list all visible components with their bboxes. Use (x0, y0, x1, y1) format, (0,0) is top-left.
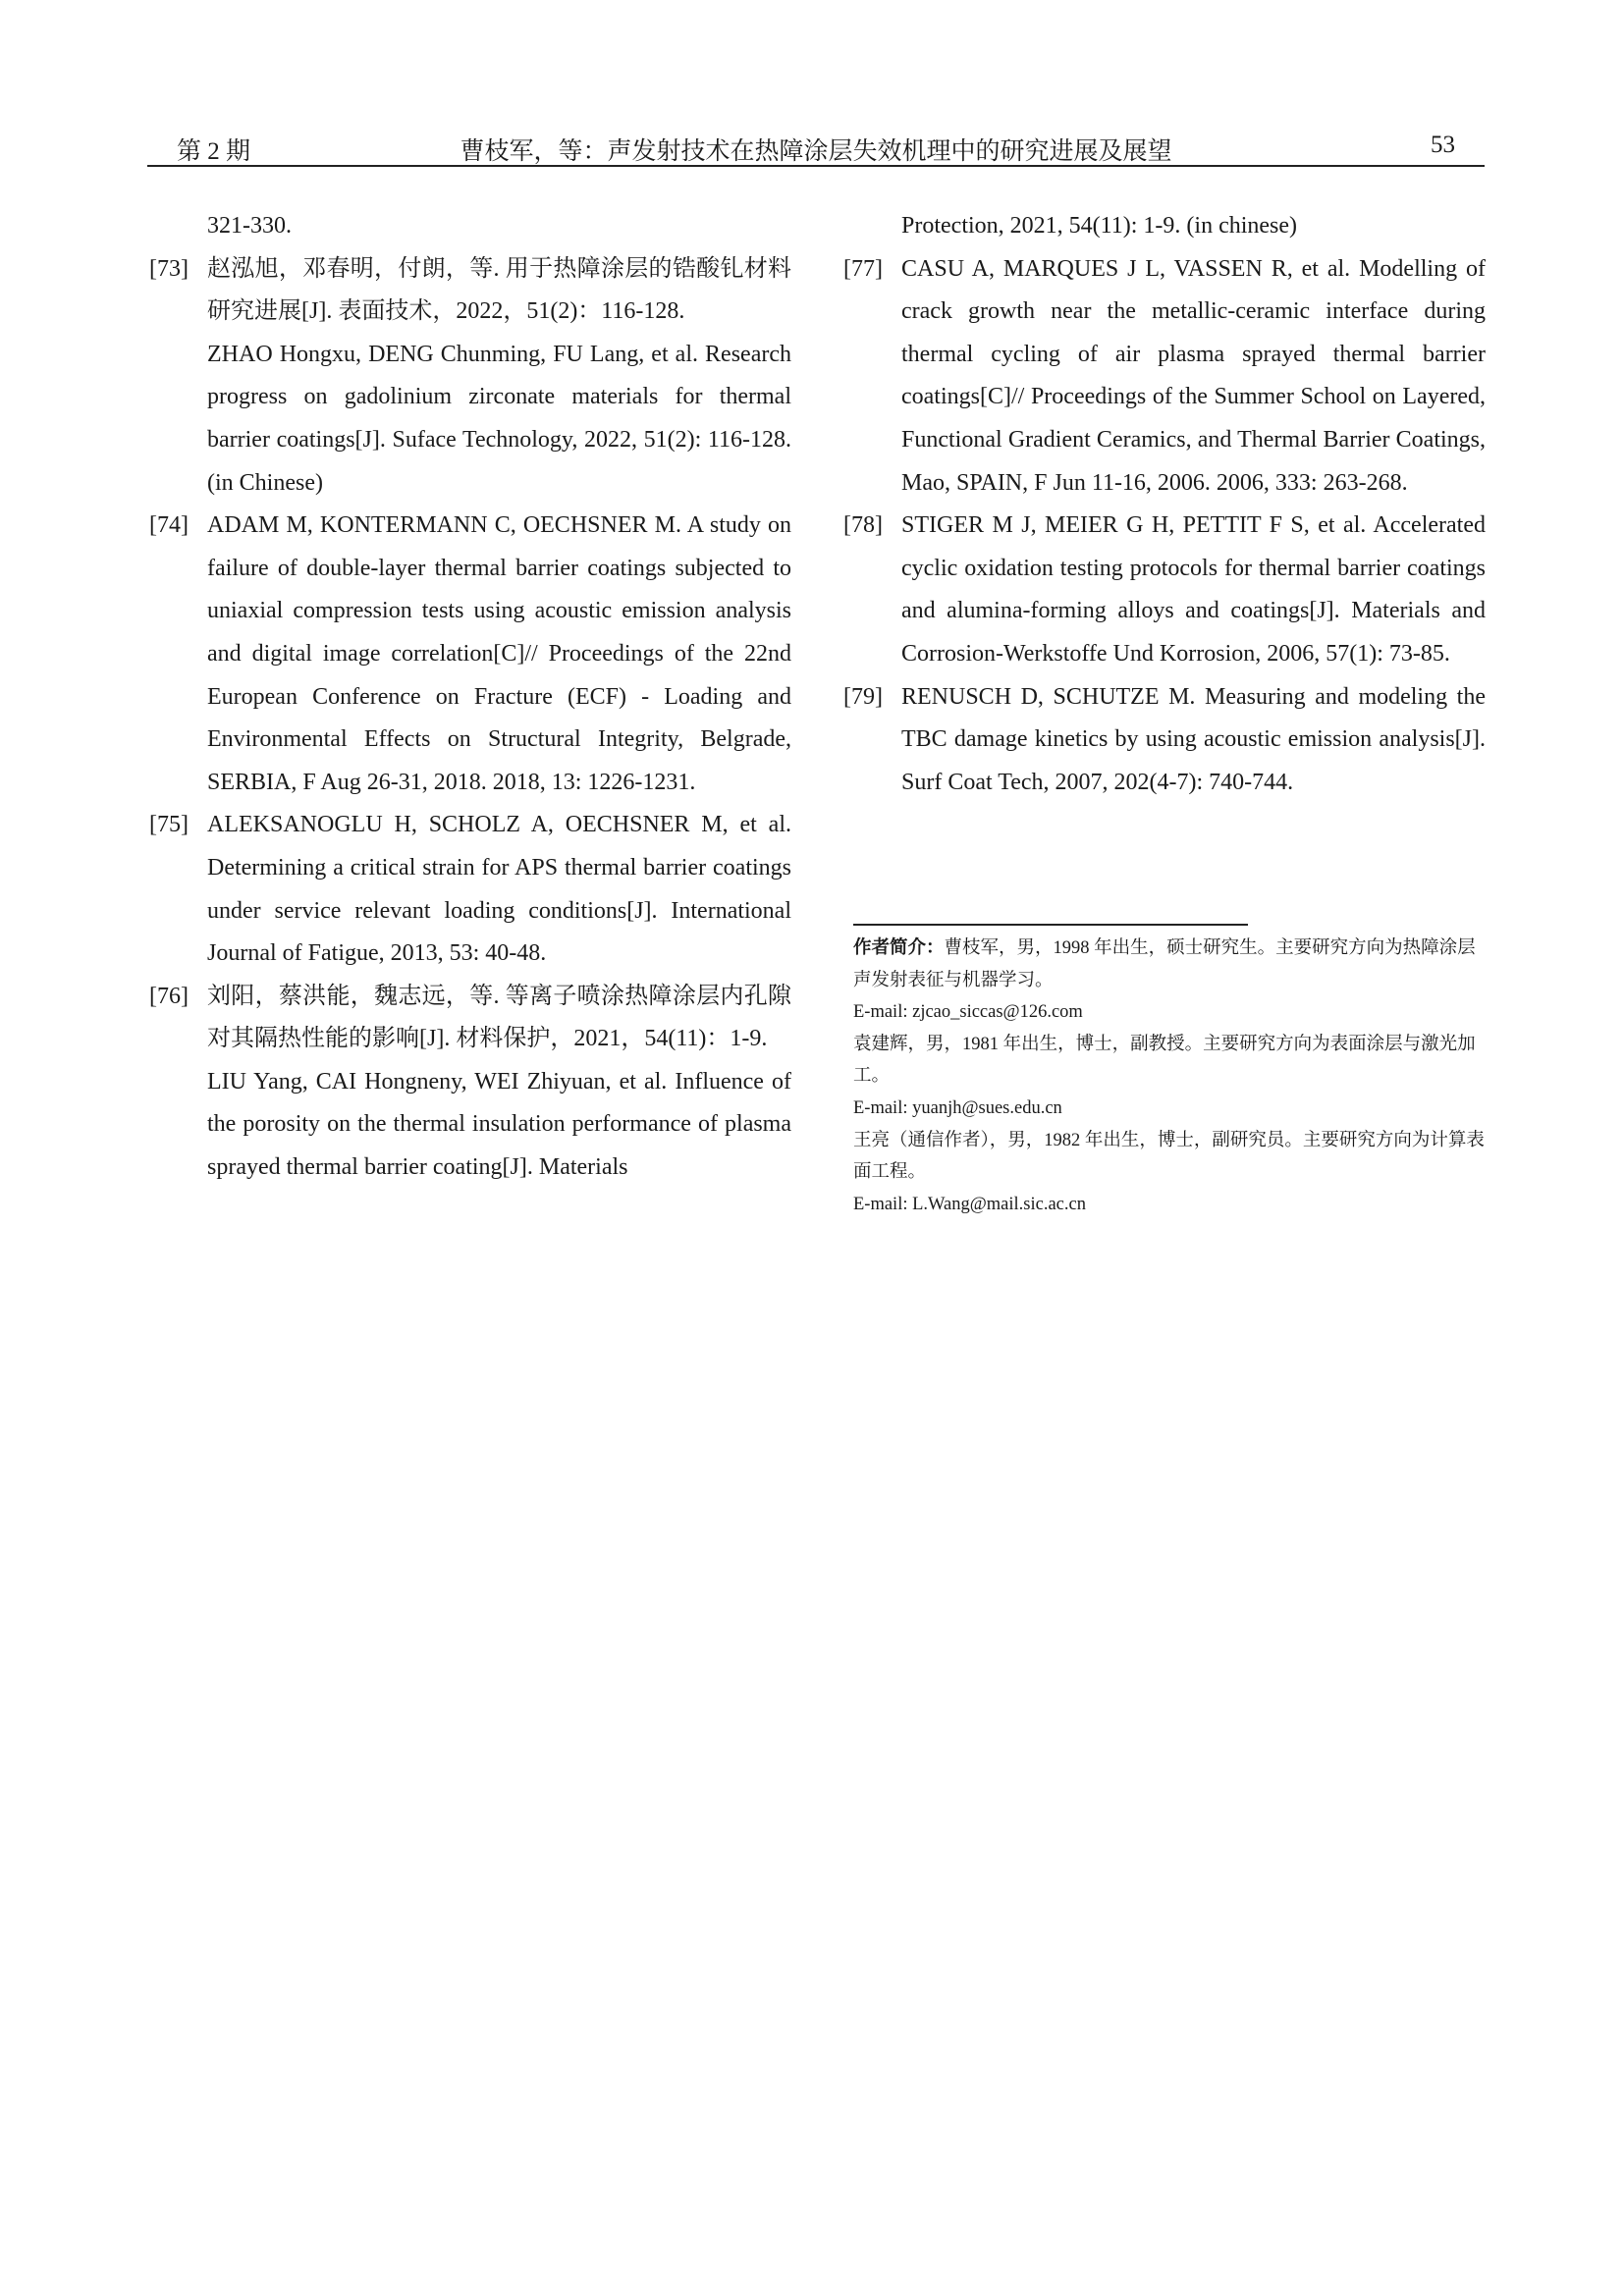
reference-continued (149, 205, 791, 248)
reference-text: ALEKSANOGLU H, SCHOLZ A, OECHSNER M, et al. Determining a critical strain for APS thermal barrier coatings under service relevant loading conditions[J]. International Journal of Fatigue, 2013, 53: 40-48. (207, 812, 791, 967)
reference-text-en: ZHAO Hongxu, DENG Chunming, FU Lang, et al. Research progress on gadolinium zirconate materials for thermal barrier coatings[J]. Suface Technology, 2022, 51(2): 116-128. (in Chinese) (207, 341, 791, 496)
reference-number: [78] (843, 512, 883, 539)
reference-number: [77] (843, 255, 883, 282)
footnote-divider (853, 924, 1248, 926)
author-bio-2: 袁建辉，男，1981 年出生，博士，副教授。主要研究方向为表面涂层与激光加工。 (853, 1034, 1476, 1087)
author-bio-3: 王亮（通信作者），男，1982 年出生，博士，副研究员。主要研究方向为计算表面工程。 (853, 1130, 1485, 1183)
issue-number: 第 2 期 (177, 138, 251, 165)
reference-78 (843, 505, 1486, 675)
reference-number: [74] (149, 512, 189, 539)
reference-number: [79] (843, 683, 883, 710)
author-bio-1 (853, 933, 1488, 996)
author-email: E-mail: yuanjh@sues.edu.cn (853, 1097, 1062, 1118)
running-header (147, 126, 1485, 167)
reference-text: STIGER M J, MEIER G H, PETTIT F S, et al. Accelerated cyclic oxidation testing protocols for thermal barrier coatings and alumina-forming alloys and coatings[J]. Materials and Corrosion-Werkstoffe Und Korrosion, 2006, 57(1): 73-85. (901, 512, 1486, 667)
author-email: E-mail: L.Wang@mail.sic.ac.cn (853, 1194, 1086, 1214)
author-bios (853, 933, 1488, 1220)
reference-77 (843, 248, 1486, 506)
reference-text: RENUSCH D, SCHUTZE M. Measuring and modeling the TBC damage kinetics by using acoustic emission analysis[J]. Surf Coat Tech, 2007, 202(4-7): 740-744. (901, 683, 1486, 795)
reference-79 (843, 676, 1486, 805)
reference-76 (149, 976, 791, 1190)
reference-number: [76] (149, 983, 189, 1009)
reference-text: ADAM M, KONTERMANN C, OECHSNER M. A study on failure of double-layer thermal barrier coatings subjected to uniaxial compression tests using acoustic emission analysis and digital image correlation[C]// Proceedings of the 22nd European Conference on Fracture (ECF) - Loading and Environmental Effects on Structural Integrity, Belgrade, SERBIA, F Aug 26-31, 2018. 2018, 13: 1226-1231. (207, 512, 791, 795)
reference-text: Protection, 2021, 54(11): 1-9. (in chinese) (901, 213, 1298, 239)
reference-text: 321-330. (207, 213, 292, 239)
reference-continued (843, 205, 1486, 248)
reference-75 (149, 804, 791, 975)
reference-74 (149, 505, 791, 804)
reference-73 (149, 248, 791, 506)
reference-number: [75] (149, 812, 189, 838)
reference-number: [73] (149, 255, 189, 282)
left-column (149, 205, 791, 1190)
running-title: 曹枝军，等：声发射技术在热障涂层失效机理中的研究进展及展望 (460, 138, 1172, 165)
author-bio-label: 作者简介： (853, 938, 945, 958)
reference-text-cn: 赵泓旭，邓春明，付朗，等. 用于热障涂层的锆酸钆材料研究进展[J]. 表面技术，2022，51(2)：116-128. (207, 255, 791, 325)
reference-text-en: LIU Yang, CAI Hongneny, WEI Zhiyuan, et al. Influence of the porosity on the thermal insulation performance of plasma sprayed thermal barrier coating[J]. Materials (207, 1068, 791, 1181)
reference-text-cn: 刘阳，蔡洪能，魏志远，等. 等离子喷涂热障涂层内孔隙对其隔热性能的影响[J]. 材料保护，2021，54(11)：1-9. (207, 983, 791, 1052)
page-number: 53 (1431, 132, 1455, 158)
reference-text: CASU A, MARQUES J L, VASSEN R, et al. Modelling of crack growth near the metallic-ceramic interface during thermal cycling of air plasma sprayed thermal barrier coatings[C]// Proceedings of the Summer School on Layered, Functional Gradient Ceramics, and Thermal Barrier Coatings, Mao, SPAIN, F Jun 11-16, 2006. 2006, 333: 263-268. (901, 255, 1486, 496)
right-column (843, 205, 1486, 804)
author-email: E-mail: zjcao_siccas@126.com (853, 1002, 1083, 1023)
author-bio-text: 曹枝军，男，1998 年出生，硕士研究生。主要研究方向为热障涂层声发射表征与机器学习。 (853, 938, 1476, 990)
